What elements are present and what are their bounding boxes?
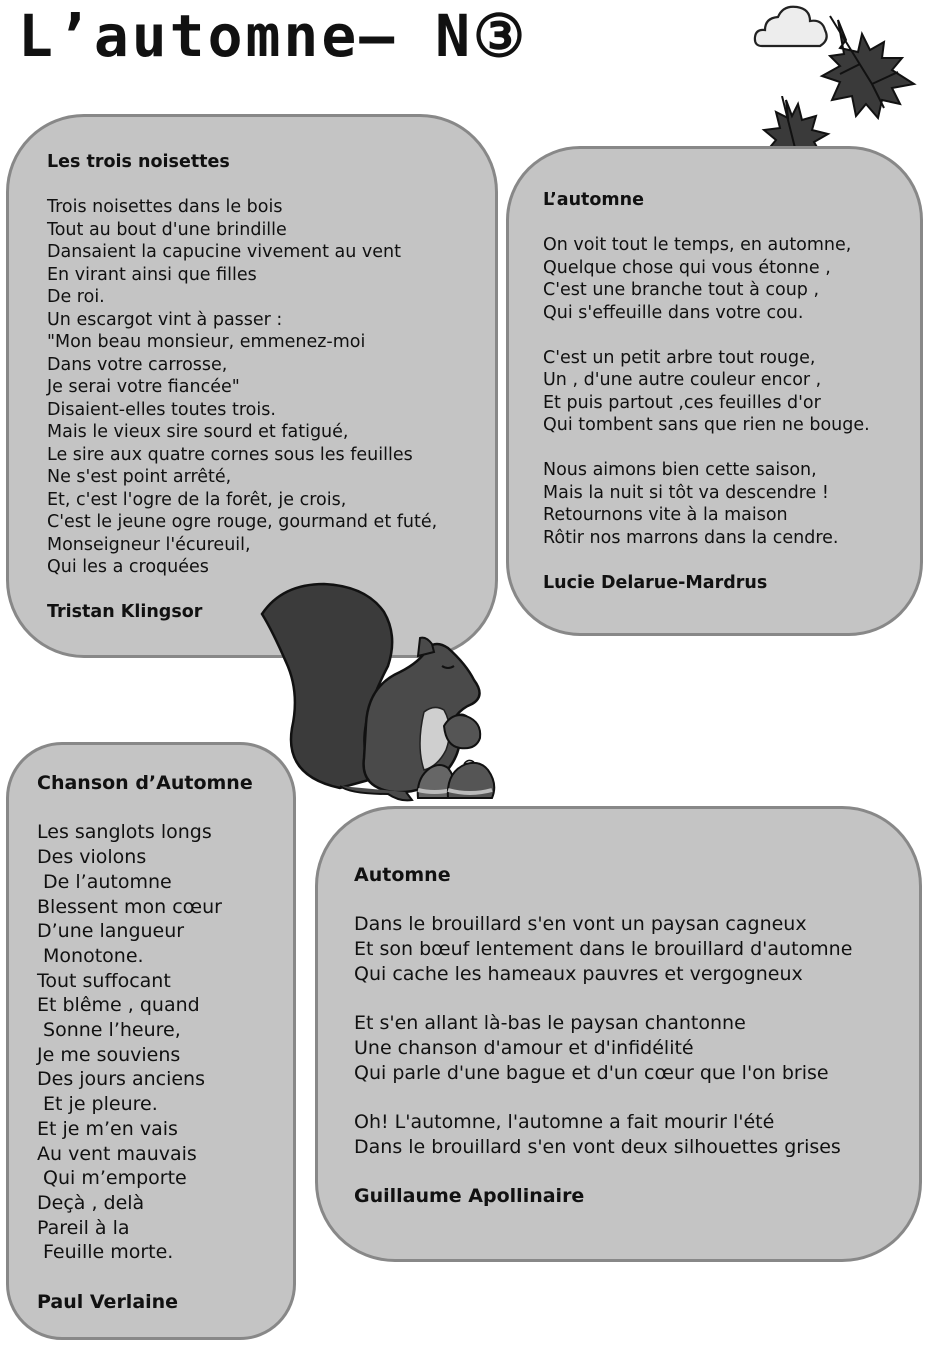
poem-line: Et puis partout ,ces feuilles d'or [543, 392, 821, 413]
poem-line: En virant ainsi que filles [47, 264, 257, 285]
poem-line: Dans le brouillard s'en vont deux silhouettes grises [354, 1135, 841, 1158]
poem-line: Et s'en allant là-bas le paysan chantonne [354, 1012, 746, 1035]
poem-line: Et blême , quand [37, 994, 200, 1017]
poem-line: Je serai votre fiancée" [47, 377, 240, 397]
poem-title: Les trois noisettes [47, 152, 230, 172]
poem-line: Je me souviens [37, 1043, 181, 1066]
poem-title: L’automne [543, 190, 644, 210]
poem-line: Qui s'effeuille dans votre cou. [543, 302, 804, 323]
poem-line: Oh! L'automne, l'automne a fait mourir l'été [354, 1110, 775, 1133]
poem-card-lautomne [506, 146, 923, 636]
poem-line: Tout suffocant [37, 969, 171, 992]
poem-line: Et, c'est l'ogre de la forêt, je crois, [47, 489, 347, 510]
poem-line: Des jours anciens [37, 1068, 205, 1091]
poem-line: Une chanson d'amour et d'infidélité [354, 1036, 694, 1059]
poem-line: C'est le jeune ogre rouge, gourmand et futé, [47, 512, 438, 532]
poem-line: Dansaient la capucine vivement au vent [47, 242, 401, 262]
poem-line: Qui cache les hameaux pauvres et vergogneux [354, 962, 803, 985]
poem-line: Dans votre carrosse, [47, 354, 228, 375]
poem-line: Un , d'une autre couleur encor , [543, 370, 822, 390]
poem-line: Qui m’emporte [37, 1167, 187, 1190]
poem-line: C'est une branche tout à coup , [543, 280, 820, 300]
poem-line: Qui parle d'une bague et d'un cœur que l'on brise [354, 1061, 829, 1084]
poem-card-chanson-dautomne [6, 742, 296, 1340]
poem-author: Tristan Klingsor [47, 602, 203, 622]
poem-line: Quelque chose qui vous étonne , [543, 257, 831, 278]
poem-line: De roi. [47, 287, 105, 307]
poem-line: De l’automne [37, 870, 172, 893]
poem-line: Monotone. [37, 944, 144, 967]
poem-line: Feuille morte. [37, 1241, 174, 1264]
poem-line: Pareil à la [37, 1216, 130, 1239]
poem-line: Un escargot vint à passer : [47, 309, 283, 330]
poem-author: Guillaume Apollinaire [354, 1185, 585, 1208]
poem-line: Des violons [37, 846, 147, 869]
poem-title: Chanson d’Automne [37, 772, 253, 794]
page-title: L’automne– N③ [18, 2, 529, 70]
poem-line: Nous aimons bien cette saison, [543, 460, 817, 480]
poem-line: Monseigneur l'écureuil, [47, 534, 251, 555]
poem-line: On voit tout le temps, en automne, [543, 235, 852, 255]
poem-title: Automne [354, 864, 451, 886]
poem-author: Lucie Delarue-Mardrus [543, 572, 768, 593]
poem-line: Et je m’en vais [37, 1117, 178, 1140]
poem-line: C'est un petit arbre tout rouge, [543, 347, 816, 368]
poem-line: Tout au bout d'une brindille [47, 219, 287, 240]
poem-line: Deçà , delà [37, 1191, 145, 1214]
poem-line: Disaient-elles toutes trois. [47, 399, 276, 420]
poem-line: Rôtir nos marrons dans la cendre. [543, 527, 839, 548]
poem-line: Trois noisettes dans le bois [47, 197, 283, 217]
poem-card-automne [315, 806, 922, 1262]
poem-line: Sonne l’heure, [37, 1019, 181, 1042]
poem-line: D’une langueur [37, 920, 185, 943]
poem-line: Blessent mon cœur [37, 895, 222, 918]
poem-line: "Mon beau monsieur, emmenez-moi [47, 332, 366, 352]
poem-line: Mais la nuit si tôt va descendre ! [543, 482, 829, 503]
poem-line: Ne s'est point arrêté, [47, 467, 232, 487]
poem-line: Mais le vieux sire sourd et fatigué, [47, 422, 349, 442]
poem-card-trois-noisettes [6, 114, 498, 658]
poem-line: Qui les a croquées [47, 557, 209, 577]
poem-line: Et je pleure. [37, 1093, 158, 1116]
chestnut-icon [412, 750, 500, 806]
poem-line: Les sanglots longs [37, 821, 212, 844]
poem-author: Paul Verlaine [37, 1290, 179, 1313]
poem-line: Qui tombent sans que rien ne bouge. [543, 415, 870, 435]
poem-line: Et son bœuf lentement dans le brouillard d'automne [354, 938, 853, 961]
poem-line: Le sire aux quatre cornes sous les feuilles [47, 444, 413, 465]
poem-line: Retournons vite à la maison [543, 505, 788, 525]
poem-line: Au vent mauvais [37, 1142, 197, 1165]
poem-line: Dans le brouillard s'en vont un paysan cagneux [354, 913, 807, 936]
